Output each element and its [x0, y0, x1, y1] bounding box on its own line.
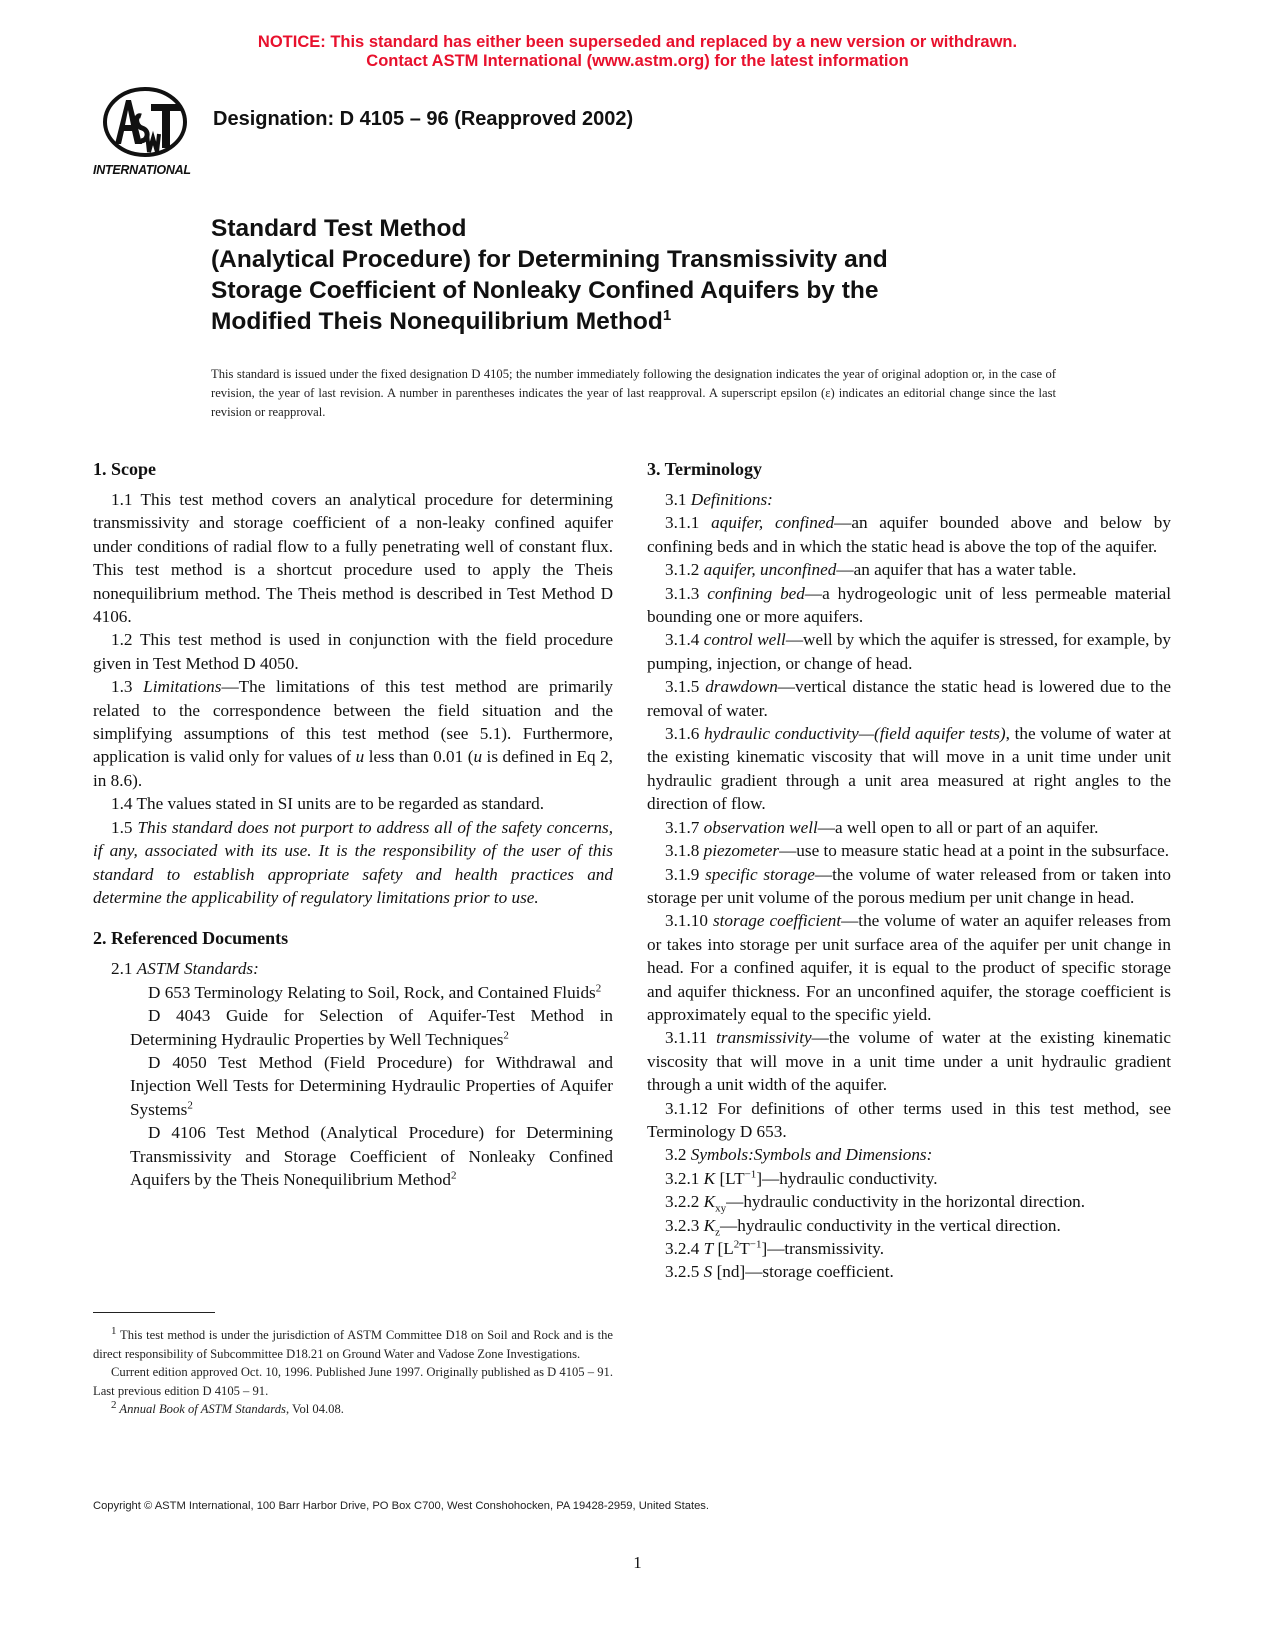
- def-text: —an aquifer bounded above and below by confining beds and in which the static head is above the top of the aquifer.: [647, 513, 1171, 556]
- footnote-1-mark: 1: [111, 1324, 117, 1337]
- symbol-3-2-3: [647, 1214, 1171, 1237]
- ref-d4106: [93, 1121, 613, 1191]
- def-term: aquifer, confined: [711, 513, 835, 533]
- def-num: 3.1.3: [665, 583, 708, 603]
- footnote-1-text: This test method is under the jurisdiction of ASTM Committee D18 on Soil and Rock and is the direct responsibility of Subcommittee D18.21 on Ground Water and Vadose Zone Investigations.: [93, 1328, 613, 1361]
- symbol-num: 3.2.2: [665, 1192, 704, 1212]
- symbol-letter: S: [703, 1262, 713, 1282]
- ref-d653-fn: 2: [595, 981, 602, 994]
- def-3-1-3: [647, 582, 1171, 629]
- def-term: hydraulic conductivity—(field aquifer tests): [704, 724, 1006, 744]
- terminology-3-1: [647, 488, 1171, 511]
- footnote-1: [93, 1326, 613, 1363]
- symbol-3-2-5: [647, 1260, 1171, 1283]
- def-term: control well: [703, 630, 786, 650]
- def-text: —an aquifer that has a water table.: [836, 560, 1077, 580]
- def-text: —use to measure static head at a point in the subsurface.: [779, 841, 1170, 861]
- def-3-1-2: [647, 558, 1171, 581]
- symbol-dim-sup: −1: [749, 1238, 762, 1251]
- def-num: 3.1.6: [665, 724, 705, 744]
- def-text: —a hydrogeologic unit of less permeable material bounding one or more aquifers.: [647, 583, 1171, 627]
- title-line-4-text: Modified Theis Nonequilibrium Method: [211, 308, 663, 335]
- symbol-sub: xy: [715, 1202, 727, 1215]
- def-num: 3.1.9: [665, 864, 706, 884]
- scope-1-3-u2: u: [473, 747, 483, 767]
- supersede-notice: [0, 33, 1275, 71]
- refdocs-2-1-num: 2.1: [111, 959, 137, 979]
- ref-d4043-text: D 4043 Guide for Selection of Aquifer-Test Method in Determining Hydraulic Properties by Well Techniques: [130, 1006, 613, 1049]
- def-term: drawdown: [705, 677, 778, 697]
- right-column: [647, 458, 1171, 1284]
- footnote-1-edition: Current edition approved Oct. 10, 1996. Published June 1997. Originally published as D 4105 – 91. Last previous edition D 4105 – 91.: [93, 1365, 613, 1398]
- footnote-2: [93, 1400, 613, 1419]
- symbol-text: —hydraulic conductivity in the vertical direction.: [720, 1215, 1061, 1235]
- left-column: [93, 458, 613, 1191]
- symbol-letter: K: [703, 1192, 716, 1212]
- scope-1-1: 1.1 This test method covers an analytical procedure for determining transmissivity and storage coefficient of a non-leaky confined aquifer under conditions of radial flow to a fully penetrating well of constant flux. This test method is a shortcut procedure used to apply the Theis nonequilibrium method. The Theis method is described in Test Method D 4106.: [93, 490, 613, 627]
- ref-d653: [93, 981, 613, 1004]
- refdocs-2-1-title: ASTM Standards:: [136, 959, 259, 979]
- symbol-num: 3.2.5: [665, 1262, 704, 1282]
- def-3-1-11: [647, 1026, 1171, 1096]
- notice-line-2: Contact ASTM International (www.astm.org) for the latest information: [366, 52, 909, 70]
- def-text: , the volume of water at the existing kinematic viscosity that will move in a unit time under unit hydraulic gradient through a unit area measured at right angles to the direction of flow.: [647, 724, 1171, 814]
- scope-1-3-term: Limitations: [143, 677, 222, 697]
- def-3-1-7: [647, 816, 1171, 839]
- symbol-letter: K: [703, 1215, 716, 1235]
- symbol-text: —hydraulic conductivity in the horizontal direction.: [726, 1192, 1086, 1212]
- ref-d4106-text: D 4106 Test Method (Analytical Procedure) for Determining Transmissivity and Storage Coefficient of Nonleaky Confined Aquifers by the Theis Nonequilibrium Method: [130, 1123, 613, 1189]
- symbol-num: 3.2.1: [665, 1168, 704, 1188]
- def-num: 3.1.1: [665, 513, 712, 533]
- def-num: 3.1.11: [665, 1028, 717, 1048]
- scope-1-3-num: 1.3: [111, 677, 144, 697]
- def-term: confining bed: [707, 583, 805, 603]
- symbol-dim: [L: [713, 1239, 734, 1258]
- def-num: 3.1.8: [665, 841, 704, 861]
- footnote-2-mark: 2: [111, 1398, 117, 1411]
- symbols-3-2: [647, 1143, 1171, 1166]
- footnote-2-italic: Annual Book of ASTM Standards: [116, 1402, 286, 1416]
- symbol-letter: T: [703, 1239, 714, 1258]
- def-text: —the volume of water at the existing kinematic viscosity that will move in a unit time under a unit hydraulic gradient through a unit width of the aquifer.: [647, 1028, 1171, 1095]
- def-3-1-5: [647, 675, 1171, 722]
- def-num: 3.1.10: [665, 911, 713, 931]
- ref-d4050: [93, 1051, 613, 1121]
- terminology-3-1-title: Definitions:: [690, 490, 773, 509]
- def-term: specific storage: [705, 864, 815, 884]
- def-3-1-12: 3.1.12 For definitions of other terms used in this test method, see Terminology D 653.: [647, 1098, 1171, 1141]
- symbols-title: Symbols:Symbols and Dimensions:: [690, 1145, 933, 1165]
- logo-text: INTERNATIONAL: [93, 163, 191, 177]
- def-term: aquifer, unconfined: [703, 560, 837, 580]
- def-3-1-4: [647, 628, 1171, 675]
- symbol-dim: [LT: [715, 1168, 745, 1188]
- symbol-sub: z: [715, 1226, 721, 1239]
- scope-1-5-text: This standard does not purport to address all of the safety concerns, if any, associated with its use. It is the responsibility of the user of this standard to establish appropriate safety and health practices and determine the applicability of regulatory limitations prior to use.: [93, 817, 614, 907]
- symbol-3-2-4: [647, 1237, 1171, 1260]
- symbol-3-2-1: [647, 1167, 1171, 1190]
- symbol-letter: K: [703, 1168, 716, 1188]
- def-3-1-6: [647, 722, 1171, 816]
- title-line-3: Storage Coefficient of Nonleaky Confined Aquifers by the: [211, 277, 879, 304]
- def-term: observation well: [703, 817, 818, 837]
- scope-1-3-text-a: —The limitations of this test method are primarily related to the correspondence between the field situation and the simplifying assumptions of this test method (see 5.1). Furthermore, application is valid only for values of: [93, 677, 613, 767]
- scope-1-5-num: 1.5: [111, 817, 138, 837]
- refdocs-heading: 2. Referenced Documents: [93, 928, 289, 949]
- def-text: —a well open to all or part of an aquifer.: [817, 817, 1099, 837]
- symbol-dim-sup: −1: [744, 1168, 757, 1181]
- scope-1-3-text-b: less than 0.01 (: [364, 747, 474, 767]
- ref-d4043: [93, 1004, 613, 1051]
- def-term: storage coefficient: [712, 911, 842, 931]
- def-text: —the volume of water released from or taken into storage per unit volume of the porous medium per unit change in head.: [647, 864, 1171, 907]
- copyright-line: Copyright © ASTM International, 100 Barr Harbor Drive, PO Box C700, West Conshohocken, PA 19428-2959, United States.: [93, 1500, 709, 1512]
- document-title: [211, 213, 1111, 337]
- def-3-1-9: [647, 863, 1171, 910]
- symbol-3-2-2: [647, 1190, 1171, 1213]
- symbols-num: 3.2: [665, 1145, 691, 1165]
- scope-1-2: 1.2 This test method is used in conjunction with the field procedure given in Test Method D 4050.: [93, 630, 613, 673]
- def-text: —the volume of water an aquifer releases from or takes into storage per unit surface area of the aquifer per unit change in head. For a confined aquifer, it is equal to the product of specific storage and aquifer thickness. For an unconfined aquifer, the storage coefficient is approximately equal to the specific yield.: [647, 911, 1171, 1024]
- symbol-text: ]—hydraulic conductivity.: [756, 1168, 938, 1188]
- astm-logo-icon: [95, 86, 201, 182]
- ref-d653-text: D 653 Terminology Relating to Soil, Rock, and Contained Fluids: [148, 982, 596, 1002]
- notice-line-1: NOTICE: This standard has either been superseded and replaced by a new version or withdrawn.: [257, 33, 1018, 51]
- symbol-dim: T: [739, 1239, 750, 1258]
- scope-1-3-u1: u: [355, 747, 365, 767]
- scope-1-3-text-c: is defined in Eq 2, in 8.6).: [93, 747, 613, 790]
- page-number: 1: [633, 1553, 642, 1572]
- refdocs-2-1: [93, 957, 613, 980]
- scope-1-5: [93, 816, 613, 910]
- scope-heading: 1. Scope: [93, 459, 156, 479]
- def-num: 3.1.2: [665, 560, 704, 580]
- def-3-1-10: [647, 909, 1171, 1026]
- def-num: 3.1.5: [665, 677, 706, 697]
- terminology-heading: 3. Terminology: [647, 459, 763, 479]
- ref-d4050-fn: 2: [187, 1099, 193, 1112]
- scope-1-4: 1.4 The values stated in SI units are to be regarded as standard.: [111, 794, 545, 814]
- ref-d4043-fn: 2: [503, 1028, 509, 1041]
- def-num: 3.1.4: [665, 630, 704, 650]
- def-3-1-8: [647, 839, 1171, 862]
- def-term: transmissivity: [716, 1028, 812, 1048]
- title-line-2: (Analytical Procedure) for Determining Transmissivity and: [211, 246, 888, 273]
- symbol-text: [nd]—storage coefficient.: [712, 1262, 894, 1282]
- symbol-dim-sup: 2: [733, 1238, 740, 1251]
- def-3-1-1: [647, 511, 1171, 558]
- title-line-4: [211, 306, 1111, 337]
- title-footnote-ref: 1: [662, 306, 672, 324]
- terminology-3-1-num: 3.1: [665, 490, 691, 509]
- footnote-2-text: , Vol 04.08.: [285, 1402, 344, 1416]
- ref-d4106-fn: 2: [450, 1169, 457, 1182]
- title-line-1: Standard Test Method: [211, 215, 467, 242]
- def-term: piezometer: [703, 841, 780, 861]
- designation: Designation: D 4105 – 96 (Reapproved 2002): [213, 108, 634, 130]
- symbol-num: 3.2.3: [665, 1215, 704, 1235]
- footnotes: [93, 1326, 613, 1419]
- footnote-divider: [93, 1312, 215, 1313]
- scope-1-3: [93, 675, 613, 792]
- symbol-text: ]—transmissivity.: [761, 1239, 885, 1258]
- issuance-note: This standard is issued under the fixed designation D 4105; the number immediately following the designation indicates the year of original adoption or, in the case of revision, the year of last revision. A number in parentheses indicates the year of last reapproval. A superscript epsilon (ε) indicates an editorial change since the last revision or reapproval.: [211, 367, 1056, 419]
- def-num: 3.1.7: [665, 817, 704, 837]
- symbol-num: 3.2.4: [665, 1239, 704, 1258]
- ref-d4050-text: D 4050 Test Method (Field Procedure) for Withdrawal and Injection Well Tests for Determining Hydraulic Properties of Aquifer Systems: [130, 1052, 613, 1119]
- def-text: —well by which the aquifer is stressed, for example, by pumping, injection, or change of head.: [647, 630, 1172, 673]
- def-text: —vertical distance the static head is lowered due to the removal of water.: [647, 677, 1171, 720]
